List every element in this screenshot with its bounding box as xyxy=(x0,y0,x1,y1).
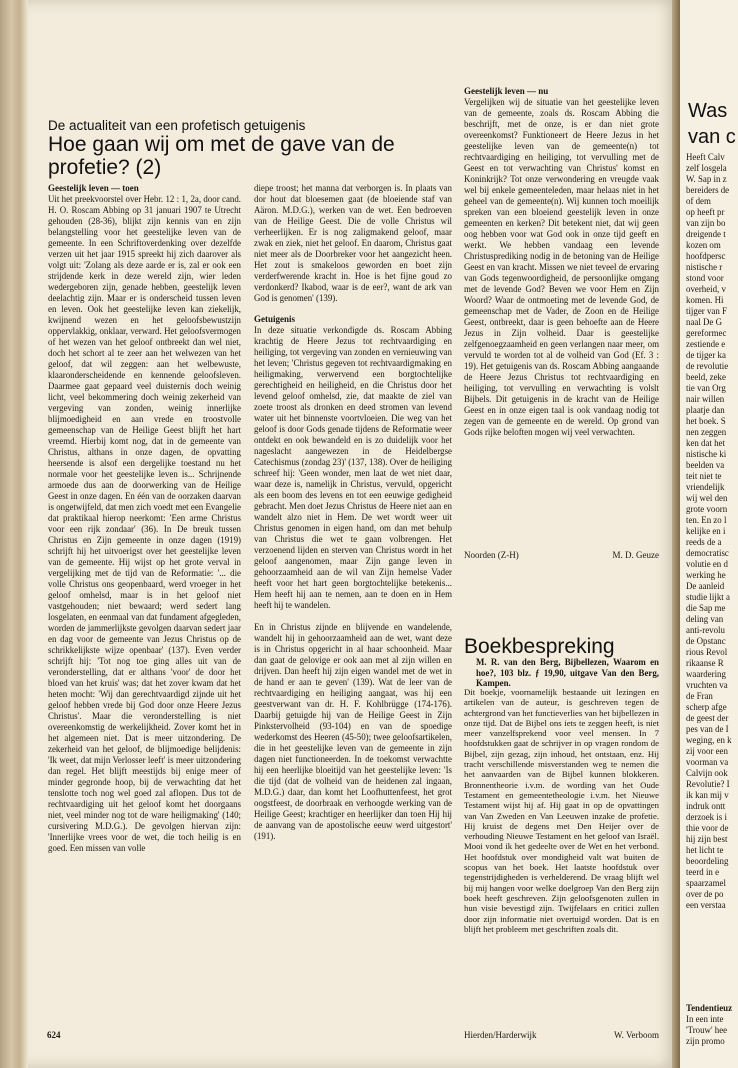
right-page-line: een verstaa xyxy=(686,900,726,910)
right-page-line: derzoek is i xyxy=(686,812,727,822)
right-heading-line-1: Was xyxy=(688,100,728,122)
right-page xyxy=(680,0,738,1068)
right-page-line: de revolutie xyxy=(686,361,729,371)
right-page-line: zestiende e xyxy=(686,339,726,349)
right-page-line: ten. En zo l xyxy=(686,515,727,525)
right-page-line: deling van xyxy=(686,614,724,624)
section-heading-testimony: Getuigenis xyxy=(254,314,296,324)
right-page-line: kelijke en i xyxy=(686,526,726,536)
right-page-line: rious Revol xyxy=(686,647,728,657)
right-page-subsection xyxy=(686,1003,738,1047)
article-column-1 xyxy=(48,183,241,1008)
column-2-text-b: In deze situatie verkondigde ds. Roscam Abbing krachtig de Heere Jezus tot rechtvaardiging en heiliging, tot vergeving van zonden en vernieuwing van het leven; 'Christus gegeven tot rechtvaardigmaking en heiligmaking, verwervend een borgtochtelijke gerechtigheid en heiligheid, en die Christus door het levend geloof omhelsd, zie, dat maakte de ziel van zoete troost als dronken en deed stromen van levend water uit het binnenste voortvloeien. Die weg van het geloof is door Gods genade tijdens de Reformatie weer ontdekt en ook bewandeld en is zo duidelijk voor het nageslacht aangewezen in de Heidelbergse Catechismus (zondag 23)' (137, 138). Over de heiliging schreef hij: 'Geen wonder, men laat de wet niet daar, waar deze is, namelijk in Christus, vervuld, opgericht als een boom des levens en tot een eeuwige gedigheid gebracht. Men doet Jezus Christus de Heere niet aan en wandelt alzo niet in Hem. De wet wordt weer uit Christus genomen in eigen hand, om dan met behulp van Christus die wet te gaan volbrengen. Het verzoenend lijden en sterven van Christus wordt in het geloof aangenomen, maar Zijn gange leven in gehoorzaamheid aan de wil van Zijn hemelse Vader heeft voor het hart geen borgtochtelijke betekenis... Hem heeft hij aan te nemen, aan te doen en in Hem heeft hij te wandelen. xyxy=(254,325,452,610)
right-page-line: de tijger ka xyxy=(686,350,726,360)
book-page-edges xyxy=(0,0,28,1068)
right-page-line: nistische ki xyxy=(686,449,727,459)
article-kicker: De actualiteit van een profetisch getuigenis xyxy=(48,118,306,133)
right-page-line: hoofdpersc xyxy=(686,251,726,261)
right-page-line: op heeft pr xyxy=(686,207,725,217)
review-heading: Boekbespreking xyxy=(464,635,615,658)
right-sub-heading: Tendentieuz xyxy=(686,1003,733,1013)
right-page-line: van zijn bo xyxy=(686,218,726,228)
column-1-text: Uit het preekvoorstel over Hebr. 12 : 1, 2a, door cand. H. O. Roscam Abbing op 31 januari 1907 te Utrecht gehouden (28-36), blijkt zijn kennis van en zijn belangstelling voor het geestelijke leven van de gemeente. In een Schriftoverdenking over dezelfde verzen uit het jaar 1915 spreekt hij zich daarover als volgt uit: 'Zolang als deze aarde er is, zal er ook een strijdende kerk in deze wereld zijn, wier leden wedergeboren zijn, genade hebben, geestelijk leven deelachtig zijn. Maar er is onderscheid tussen leven en leven. Ook het geestelijke leven kan ziekelijk, kwijnend wezen en het geloofsbewustzijn oppervlakkig, onklaar, verward. Het geloofsvermogen of het wezen van het geloof ontbreekt dan wel niet, doch het schort al te zeer aan het welwezen van het geloof, dat wil zeggen: aan het welbewuste, klaaronderscheidende en kennende geloofsleven. Daarmee gaat gepaard veel duisternis doch weinig licht, veel bekommering doch weinig zekerheid van vergeving van zonden, weinig innerlijke blijmoedigheid en aan vrede en troostvolle gemeenschap van de Heilige Geest blijft het hart vreemd. Hierbij komt nog, dat in de gemeente van Christus, althans in onze dagen, de opvatting heersende is alsof een dergelijke toestand nu het normale voor het geestelijke leven is... Schrijnende armoede dus aan de doorwerking van de Heilige Geest in onze dagen. En één van de oorzaken daarvan is ongetwijfeld, dat men zich voedt met een Evangelie dat praktikaal hierop neerkomt: 'Een arme Christus voor een rijk zondaar' (36). In De breuk tussen Christus en Zijn gemeente in onze dagen (1919) schrijft hij het uitvoerigst over het geestelijke leven van de gemeente. Hij wijst op het grote verval in vergelijking met de tijd van de Reformatie: '... die volle Christus ons geopenbaard, werd vroeger in het geloof omhelsd, maar is in het geloof niet vastgehouden; niet bewaard; werd sedert lang losgelaten, en eenmaal van dat fundament afgegleden, worden de jammerlijkste gevolgen daarvan sedert jaar en dag voor de gemeente van Jezus Christus op de schrikkelijkste wijze openbaar' (137). Even verder schrijft hij: 'Tot nog toe ging alles uit van de veronderstelling, dat er althans 'voor' de door het bloed van het kruis' was; dat het zover kwam dat het heten mocht: 'Wij dan gerechtvaardigd zijnde uit het geloof hebben vrede bij God door onze Heere Jezus Christus'. Maar die veronderstelling is niet overeenkomstig de werkelijkheid. Zover komt het in het algemeen niet. Dat is meer uitzondering. De zekerheid van het geloof, de blijmoedige belijdenis: 'Ik weet, dat mijn Verlosser leeft' is meer uitzondering dan regel. Het blijft meestijds bij enige meer of minder gegronde hoop, bij de verwachting dat het tenslotte toch nog wel goed zal aflopen. Dus tot de rechtvaardiging uit het geloof komt het doorgaans niet, veel minder nog tot de ware heiligmaking' (140; cursivering M.D.G.). De gevolgen hiervan zijn: 'Innerlijke vrees voor de wet, die toch heilig is en goed. Een missen van volle xyxy=(48,194,241,853)
right-page-line: kozen om xyxy=(686,240,721,250)
right-page-line: anti-revolu xyxy=(686,625,725,635)
right-page-line: komen. Hi xyxy=(686,295,724,305)
right-page-line: rikaanse R xyxy=(686,658,724,668)
right-page-line: gereformec xyxy=(686,328,727,338)
article-headline: Hoe gaan wij om met de gave van de profetie? (2) xyxy=(48,133,395,179)
right-page-line: het boek. S xyxy=(686,416,726,426)
right-page-line: vruchten va xyxy=(686,680,728,690)
right-page-line: nistische r xyxy=(686,262,723,272)
signature-author: M. D. Geuze xyxy=(612,550,659,560)
right-page-column xyxy=(686,152,738,911)
right-page-line: scherp afge xyxy=(686,702,727,712)
section-heading-then: Geestelijk leven — toen xyxy=(48,183,139,193)
right-page-line: nair willen xyxy=(686,394,725,404)
right-page-line: de geest der xyxy=(686,713,729,723)
right-page-line: bereiders de xyxy=(686,185,730,195)
review-signature-author: W. Verboom xyxy=(614,1030,659,1040)
right-page-line: studie lijkt a xyxy=(686,592,730,602)
right-page-line: zij voor een xyxy=(686,746,728,756)
review-citation: M. R. van den Berg, Bijbellezen, Waarom en hoe?, 103 blz. ƒ 19,90, uitgave Van den Berg, Kampen. xyxy=(476,657,659,688)
right-page-line: vriendelijk xyxy=(686,482,725,492)
right-page-line: over de po xyxy=(686,889,724,899)
right-sub-line: 'Trouw' hee xyxy=(686,1025,728,1035)
right-page-line: beeld, zeke xyxy=(686,372,726,382)
section-heading-now: Geestelijk leven — nu xyxy=(464,86,549,96)
right-page-line: voorman va xyxy=(686,757,729,767)
right-page-line: Heeft Calv xyxy=(686,152,725,162)
right-page-line: beoordeling xyxy=(686,856,729,866)
right-page-line: wij wel den xyxy=(686,493,728,503)
right-page-line: pes van de I xyxy=(686,724,729,734)
article-column-2 xyxy=(254,183,452,841)
right-page-line: dreigende t xyxy=(686,229,726,239)
right-page-line: Calvijn ook xyxy=(686,768,728,778)
right-page-line: de Fran xyxy=(686,691,713,701)
right-page-line: beelden va xyxy=(686,460,725,470)
review-body: Dit boekje, voornamelijk bestaande uit lezingen en artikelen van de auteur, is geschreven tegen de achtergrond van het functieverlies van het bijbellezen in onze tijd. Dat de Bijbel ons iets te zeggen heeft, is niet meer vanzelfsprekend voor veel mensen. In 7 hoofdstukken gaat de schrijver in op vragen rondom de Bijbel, zijn gezag, zijn inhoud, het ontstaan, enz. Hij tracht verschillende misverstanden weg te nemen die het aanvaarden van de Bijbel kunnen blokkeren. Bronnentheorie i.v.m. de wording van het Oude Testament en gemeentetheologie i.v.m. het Nieuwe Testament wijst hij af. Hij gaat in op de opvattingen van Van Zweden en Van Leeuwen inzake de profetie. Hij kruist de degens met Den Heijer over de verhouding Nieuwe Testament en het geloof van Israël. Mooi vond ik het gedeelte over de Wet en het verbond. Het hoofdstuk over mondigheid valt wat buiten de scopus van het boek. Het laatste hoofdstuk over tegenstrijdigheden is verhelderend. De vraag blijft wel bij mij hangen voor welke doelgroep Van den Berg zijn boek heeft geschreven. Zijn geloofsgenoten zullen in hun visie bevestigd zijn. Twijfelaars en critici zullen door zijn informatie niet overtuigd worden. Dat is en blijft het probleem met geschriften zoals dit. xyxy=(464,687,659,934)
review-signature-place: Hierden/Harderwijk xyxy=(464,1030,537,1040)
right-page-line: Revolutie? I xyxy=(686,779,730,789)
right-page-line: het licht te xyxy=(686,845,724,855)
column-2-text-c: En in Christus zijnde en blijvende en wandelende, wandelt hij in gehoorzaamheid aan de wet, want deze is in Christus opgericht in al haar schoonheid. Maar dan gaat de gelovige er ook aan met al zijn willen en drijven. Dan heeft hij zijn eigen wandel met de wet in de hand er aan te geven' (139). Wat de leer van de rechtvaardiging en heiliging aangaat, was hij een geestverwant van dr. H. F. Kohlbrügge (174-176). Daarbij getuigde hij van de Heilige Geest in Zijn Pinkstervolheid (93-104) en van de spoedige wederkomst des Heeren (45-50); twee geloofsartikelen, die in het geestelijke leven van de gemeente in zijn dagen niet functioneerden. In de toekomst verwachtte hij een heerlijke bloeitijd van het geestelijke leven: 'Is die tijd (dat de volheid van de heidenen zal ingaan, M.D.G.) daar, dan komt het Loofhuttenfeest, het grot oogstfeest, de doorbraak en verhoogde werking van de Heilige Geest; krachtiger en heerlijker dan toen Hij hij de aanvang van de apostolische eeuw werd uitgestort' (191). xyxy=(254,622,452,841)
right-page-line: teerd in e xyxy=(686,867,720,877)
right-page-line: die Sap me xyxy=(686,603,726,613)
article-column-3 xyxy=(464,86,659,556)
right-page-line: weging, en k xyxy=(686,735,732,745)
right-page-line: ik kan mij v xyxy=(686,790,729,800)
right-page-line: of dem xyxy=(686,196,711,206)
right-sub-line: In een inte xyxy=(686,1014,724,1024)
right-page-line: reeds de a xyxy=(686,537,722,547)
article-signature xyxy=(464,550,659,560)
column-3-text: Vergelijken wij de situatie van het geestelijke leven van de gemeente, zoals ds. Roscam Abbing die beschrijft, met de onze, is er dan niet grote overeenkomst? Funktioneert de Heere Jezus in het geestelijke leven van de gemeente(n) tot rechtvaardiging en heiliging, tot vervulling met de Geest en tot verwachting van Christus' komst en Koninkrijk? Tot onze verwondering en vreugde vaak wel bij enkele gemeenteleden, maar helaas niet in het geheel van de gemeente(n). Wij kunnen toch moeilijk spreken van een bloeiend geestelijk leven in onze gemeenten en kerken? Dit betekent niet, dat wij geen oog hebben voor wat God ook in onze tijd geeft en werkt. We hebben vandaag een levende Christusprediking nodig in de betoning van de Heilige Geest en van kracht. Missen we niet teveel de ervaring van Gods tegenwoordigheid, de persoonlijke omgang met de levende God? Beven we voor Hem en Zijn Woord? Waar de ontmoeting met de levende God, de gemeenschap met de Vader, de Zoon en de Heilige Geest, ontbreekt, daar is geen behoefte aan de Heere Jezus in Zijn volheid. Daar is geestelijke zelfgenoegzaamheid en geen verlangen naar meer, om vervuld te worden tot al de volheid van God (Ef. 3 : 19). Het getuigenis van ds. Roscam Abbing aangaande de Heere Jezus Christus tot rechtvaardiging en heiliging, tot vervulling en verwachting is volslt Bijbels. Dit getuigenis in de kracht van de Heilige Geest en in onze eigen taal is ook vandaag nodig tot zegen van de gemeente en de wereld. Op grond van Gods rijke beloften mogen wij veel verwachten. xyxy=(464,97,659,437)
right-page-line: plaatje dan xyxy=(686,405,725,415)
right-page-line: overheid, v xyxy=(686,284,726,294)
right-page-line: stond voor xyxy=(686,273,724,283)
right-heading-line-2: van c xyxy=(688,126,736,148)
right-page-line: W. Sap in z xyxy=(686,174,727,184)
right-page-line: zelf losgela xyxy=(686,163,727,173)
right-page-line: spaarzamel xyxy=(686,878,726,888)
right-page-line: tijger van F xyxy=(686,306,727,316)
right-page-line: hij zijn best xyxy=(686,834,728,844)
right-page-line: thie voor de xyxy=(686,823,729,833)
right-page-line: nen zeggen xyxy=(686,427,727,437)
right-page-line: teit niet te xyxy=(686,471,722,481)
right-sub-line: zijn promo xyxy=(686,1036,725,1046)
right-page-line: volutie en d xyxy=(686,559,728,569)
right-page-line: grote voorn xyxy=(686,504,728,514)
review-signature xyxy=(464,1030,659,1040)
right-page-line: naal De G xyxy=(686,317,722,327)
signature-place: Noorden (Z-H) xyxy=(464,550,519,560)
right-page-line: De aanleid xyxy=(686,581,725,591)
right-page-line: werking he xyxy=(686,570,726,580)
right-page-line: tie van Org xyxy=(686,383,726,393)
right-page-line: democratisc xyxy=(686,548,729,558)
column-2-text-a: diepe troost; het manna dat verborgen is. In plaats van dor hout dat bloesemen gaat (de bloeiende staf van Aäron. M.D.G.), werken van de wet. Een bedroeven van de Heilige Geest. Die de volle Christus wil verheerlijken. Er is nog zaligmakend geloof, maar zwak en ziek, niet het geloof. En daarom, Christus gaat niet meer als de Doorbreker voor het aangezicht heen. Het zout is smakeloos geworden en boet zijn verderfwerende kracht in. Hoe is het fijne goud zo verdonkerd? Ikabod, waar is de eer?, want de ark van God is genomen' (139). xyxy=(254,183,452,303)
right-page-line: ken dat het xyxy=(686,438,725,448)
right-page-line: waardering xyxy=(686,669,726,679)
right-page-heading xyxy=(688,98,738,150)
right-page-line: de Opstanc xyxy=(686,636,726,646)
page-number: 624 xyxy=(47,1030,61,1040)
right-page-line: indruk ontt xyxy=(686,801,726,811)
